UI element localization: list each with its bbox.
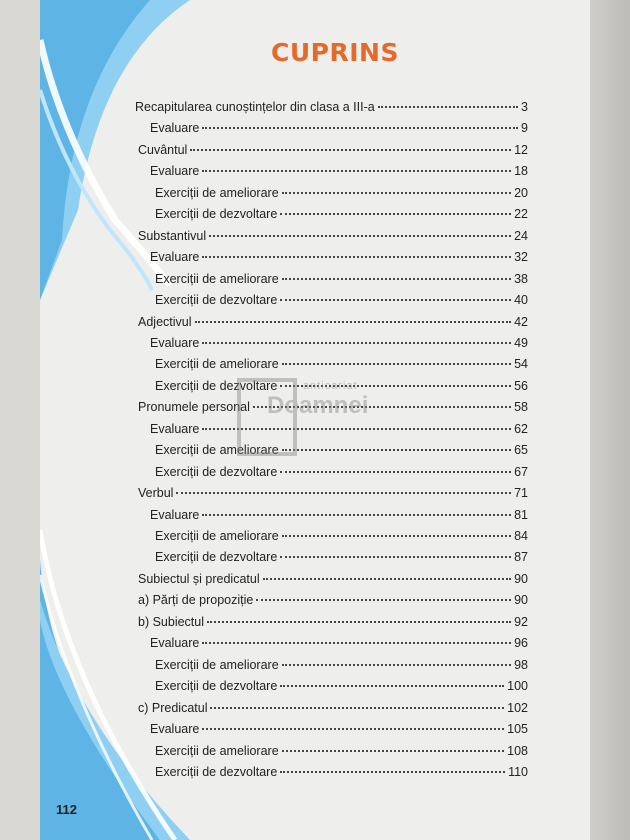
toc-entry-page: 102 (507, 700, 528, 715)
toc-entry-page: 32 (514, 250, 528, 265)
toc-entry-label: a) Părți de propoziție (138, 593, 254, 608)
toc-entry-label: Exerciții de dezvoltare (155, 679, 278, 694)
dot-leader (202, 170, 511, 172)
toc-entry-label: Evaluare (150, 335, 200, 350)
toc-entry-page: 84 (514, 529, 528, 543)
toc-entry (155, 529, 528, 549)
toc-entry-label: Evaluare (150, 421, 200, 436)
toc-entry-label: Cuvântul (138, 142, 188, 157)
toc-entry-label: Exerciții de ameliorare (155, 357, 279, 372)
toc-entry (138, 486, 528, 506)
watermark-logo (237, 378, 437, 458)
page-title: CUPRINS (271, 38, 399, 67)
toc-entry-label: Evaluare (150, 121, 200, 136)
toc-entry-page: 54 (514, 357, 528, 372)
toc-entry-label: Subiectul și predicatul (138, 571, 260, 586)
toc-entry-page: 67 (514, 464, 528, 479)
toc-entry (150, 250, 528, 270)
toc-entry (150, 121, 528, 141)
toc-entry-page: 110 (508, 764, 528, 779)
dot-leader (282, 750, 504, 752)
dot-leader (202, 127, 518, 129)
dot-leader (282, 278, 511, 280)
toc-entry-page: 56 (514, 378, 528, 393)
toc-entry-label: c) Predicatul (138, 700, 208, 715)
toc-entry (150, 164, 528, 184)
dot-leader (263, 578, 511, 580)
toc-entry (155, 272, 528, 292)
toc-entry-page: 40 (514, 293, 528, 308)
toc-entry (138, 593, 528, 613)
dot-leader (256, 599, 511, 601)
toc-entry (150, 508, 528, 528)
dot-leader (282, 363, 511, 365)
toc-entry-page: 65 (514, 443, 528, 458)
toc-entry-page: 20 (514, 185, 528, 200)
toc-entry-page: 100 (507, 679, 528, 694)
toc-entry-page: 49 (514, 335, 528, 350)
toc-entry-page: 9 (521, 121, 528, 136)
dot-leader (202, 642, 511, 644)
toc-entry (155, 186, 528, 206)
toc-entry (138, 615, 528, 635)
toc-entry-page: 71 (514, 486, 528, 501)
dot-leader (280, 556, 511, 558)
toc-entry-label: Exerciții de dezvoltare (155, 550, 278, 565)
toc-entry (155, 357, 528, 377)
dot-leader (280, 471, 511, 473)
toc-entry-page: 22 (514, 207, 528, 222)
dot-leader (190, 149, 511, 151)
toc-entry (155, 744, 528, 764)
toc-entry (150, 636, 528, 656)
dot-leader (202, 256, 511, 258)
toc-entry-page: 38 (514, 271, 528, 286)
toc-entry (155, 293, 528, 313)
toc-entry-label: Exerciții de ameliorare (155, 657, 279, 672)
dot-leader (280, 213, 511, 215)
dot-leader (282, 535, 511, 537)
toc-entry-label: Exerciții de ameliorare (155, 529, 279, 543)
dot-leader (202, 342, 511, 344)
dot-leader (195, 321, 512, 323)
toc-entry-label: Evaluare (150, 722, 200, 737)
dot-leader (378, 106, 518, 108)
toc-entry-page: 81 (514, 507, 528, 522)
toc-entry-label: Adjectivul (138, 314, 192, 329)
toc-entry-label: Evaluare (150, 164, 200, 179)
dot-leader (210, 707, 504, 709)
toc-entry (155, 765, 528, 785)
toc-entry-label: Exerciții de ameliorare (155, 185, 279, 200)
toc-entry-label: Exerciții de ameliorare (155, 271, 279, 286)
toc-entry-page: 90 (514, 593, 528, 608)
toc-entry-label: Recapitularea cunoștințelor din clasa a III-a (135, 100, 375, 114)
toc-entry (138, 143, 528, 163)
toc-entry-label: Exerciții de dezvoltare (155, 293, 278, 308)
dot-leader (280, 771, 505, 773)
toc-entry-page: 18 (514, 164, 528, 179)
toc-entry-page: 12 (514, 142, 528, 157)
toc-entry-label: Substantivul (138, 228, 207, 243)
toc-entry-label: Exerciții de dezvoltare (155, 764, 278, 779)
toc-entry (135, 100, 528, 120)
toc-entry-page: 24 (514, 228, 528, 243)
dot-leader (280, 299, 511, 301)
toc-entry-label: Evaluare (150, 507, 200, 522)
toc-entry-label: Exerciții de dezvoltare (155, 464, 278, 479)
dot-leader (207, 621, 511, 623)
toc-entry-label: Pronumele personal (138, 400, 250, 415)
toc-entry-label: Exerciții de dezvoltare (155, 207, 278, 222)
toc-entry (155, 658, 528, 678)
dot-leader (202, 728, 504, 730)
toc-entry-page: 96 (514, 636, 528, 651)
toc-entry-page: 108 (507, 743, 528, 758)
toc-entry-page: 42 (514, 314, 528, 329)
toc-entry (155, 465, 528, 485)
dot-leader (280, 685, 504, 687)
toc-entry-page: 62 (514, 421, 528, 436)
toc-entry-page: 105 (507, 722, 528, 737)
dot-leader (202, 514, 511, 516)
toc-entry (138, 315, 528, 335)
toc-entry (138, 572, 528, 592)
toc-entry (150, 336, 528, 356)
toc-entry-page: 3 (521, 100, 528, 114)
toc-entry-label: Evaluare (150, 250, 200, 265)
toc-entry-label: Exerciții de ameliorare (155, 443, 279, 458)
toc-entry (155, 207, 528, 227)
toc-entry (150, 722, 528, 742)
dot-leader (282, 664, 511, 666)
toc-entry-page: 92 (514, 614, 528, 629)
toc-entry-page: 98 (514, 657, 528, 672)
toc-entry (155, 679, 528, 699)
toc-entry-label: Exerciții de dezvoltare (155, 378, 278, 393)
toc-entry-label: b) Subiectul (138, 614, 205, 629)
watermark-big-text: Doamnei (267, 392, 369, 419)
dot-leader (209, 235, 511, 237)
toc-entry-page: 87 (514, 550, 528, 565)
toc-entry-page: 90 (514, 571, 528, 586)
toc-entry-label: Verbul (138, 486, 174, 501)
watermark-small-text: anticariat (303, 380, 358, 392)
toc-entry (138, 701, 528, 721)
dot-leader (176, 492, 511, 494)
toc-entry (138, 229, 528, 249)
toc-entry-label: Exerciții de ameliorare (155, 743, 279, 758)
toc-entry-label: Evaluare (150, 636, 200, 651)
toc-entry-page: 58 (514, 400, 528, 415)
toc-entry (155, 550, 528, 570)
page-number: 112 (56, 802, 77, 817)
dot-leader (282, 192, 511, 194)
